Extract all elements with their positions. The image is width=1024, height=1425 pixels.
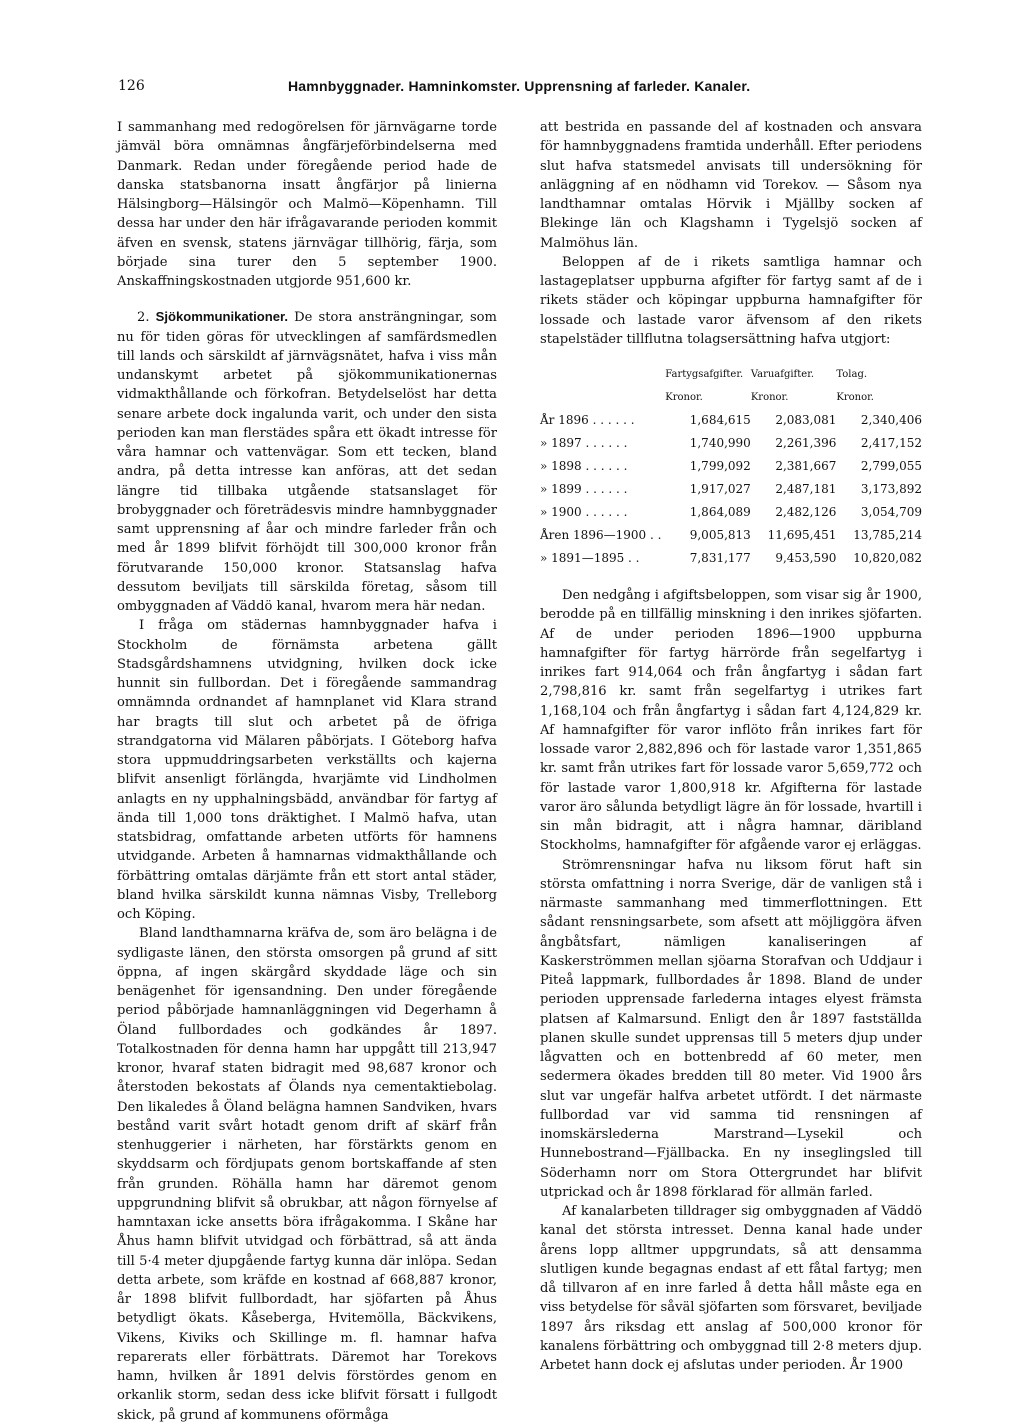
page-number: 126 bbox=[118, 78, 145, 94]
table-cell: 2,487,181 bbox=[775, 482, 837, 496]
table-row bbox=[540, 409, 922, 432]
table-unit-cell: Kronor. bbox=[836, 392, 874, 403]
left-column bbox=[117, 118, 497, 1425]
paragraph-city-harbours: I fråga om städernas hamnbyggnader hafva i Stockholm de förnämsta arbetena gällt Stadsgårdshamnens utvidgning, hvilken dock icke hunnit sin fullbordan. Det i föregående sammandrag omnämnda ordnandet af hamnplanet vid Klara strand har bragts till slut och arbetet på de öfriga strandgatorna vid Mälaren påbörjats. I Göteborg hafva stora uppmuddringsarbeten verkställts och kajerna blifvit ansenligt förlängda, hvarjämte vid Lindholmen anlagts en ny upphalningsbädd, användbar för fartyg af ända till 1,000 tons dräktighet. I Malmö hafva, utan statsbidrag, omfattande arbeten utförts för hamnens utvidgande. Arbeten å hamnarnas vidmakthållande och förbättring omtalas därjämte från ett stort antal städer, bland hvilka särskildt kunna nämnas Visby, Trelleborg och Köping. bbox=[117, 618, 497, 922]
table-cell: 10,820,082 bbox=[853, 551, 922, 565]
table-header-row bbox=[540, 363, 922, 386]
table-cell: Åren 1896—1900 . . bbox=[540, 528, 662, 542]
table-cell: 2,261,396 bbox=[775, 436, 837, 450]
table-header-cell: Varuafgifter. bbox=[750, 369, 815, 380]
paragraph-sea-communications bbox=[117, 307, 497, 616]
table-cell: 2,381,667 bbox=[775, 459, 837, 473]
table-cell: 1,740,990 bbox=[689, 436, 751, 450]
table-cell: 11,695,451 bbox=[767, 528, 837, 542]
table-cell: 3,054,709 bbox=[860, 505, 922, 519]
table-unit-cell: Kronor. bbox=[665, 392, 703, 403]
table-cell: 1,684,615 bbox=[689, 413, 751, 427]
section-title: Sjökommunikationer. bbox=[155, 309, 289, 325]
table-cell: 2,482,126 bbox=[775, 505, 837, 519]
section-number: 2. bbox=[137, 310, 150, 326]
table-row bbox=[540, 455, 922, 478]
table-header-cell bbox=[540, 363, 665, 386]
paragraph-rural-harbours: Bland landthamnarna kräfva de, som äro belägna i de sydligaste länen, den största omsorgen på grund af sitt öppna, af ingen skärgård skyddade läge och sin benägenhet för igensandning. Den under föregående period påbörjade hamnanläggningen vid Degerhamn å Öland fullbordades och godkändes år 1897. Totalkostnaden för denna hamn har uppgått till 213,947 kronor, hvaraf staten bidragit med 98,687 kronor och återstoden bekostats af Ölands nya cementaktiebolag. Den likaledes å Öland belägna hamnen Sandviken, hvars bestånd varit svårt hotadt genom drift af skärf från stenhuggerier i närheten, har förstärkts genom en skyddsarm och fördjupats genom bortskaffande af sten från grunden. Röhälla hamn har däremot genom uppgrundning blifvit så obrukbar, att någon förnyelse af hamntaxan icke ansetts böra ifrågakomma. I Skåne har Åhus hamn blifvit utvidgad och förbättrad, så att ända till 5·4 meter djupgående fartyg kunna där inlöpa. Sedan detta arbete, som kräfde en kostnad af 668,887 kronor, år 1898 blifvit fullbordadt, har sjöfarten på Åhus betydligt ökats. Kåseberga, Hvitemölla, Bäckvikens, Vikens, Kiviks och Skillinge m. fl. hamnar hafva reparerats eller förbättrats. Däremot har Torekovs hamn, hvilken år 1891 delvis förstördes genom en orkanlik storm, sedan dess icke blifvit försatt i fullgodt skick, på grund af kommunens oförmåga bbox=[117, 926, 497, 1423]
table-cell: » 1899 . . . . . . bbox=[540, 482, 628, 496]
page-header bbox=[118, 78, 908, 100]
table-cell: 1,917,027 bbox=[689, 482, 751, 496]
right-column bbox=[540, 118, 922, 1375]
table-cell: 7,831,177 bbox=[689, 551, 751, 565]
table-total-row bbox=[540, 524, 922, 547]
table-cell: 2,083,081 bbox=[775, 413, 837, 427]
table-cell: 9,453,590 bbox=[775, 551, 837, 565]
table-cell: 3,173,892 bbox=[860, 482, 922, 496]
table-total-row bbox=[540, 547, 922, 570]
table-row bbox=[540, 478, 922, 501]
section-body: De stora ansträngningar, som nu för tiden göras för utvecklingen af samfärdsmedlen till lands och särskildt af järnvägsnätet, hafva i viss mån undanskymt arbetet på sjökommunikationernas vidmakthållande och förkofran. Betydelselöst har detta senare arbete dock ingalunda varit, och under den sista perioden kan man flerstädes spåra ett ökadt intresse för våra hamnar och vattenvägar. Som ett tecken, bland andra, på detta intresse kan anföras, att det sedan längre tid tillbaka utgående statsanslaget för brobyggnader och företrädesvis mindre hamnbyggnader samt upprensning af åar och mindre farleder från och med år 1899 blifvit förhöjdt till 300,000 kronor från förutvarande 150,000 kronor. Statsanslag hafva dessutom beviljats till särskilda företag, såsom till ombyggnaden af Väddö kanal, hvarom mera här nedan. bbox=[117, 310, 497, 614]
table-header-cell: Tolag. bbox=[836, 369, 868, 380]
table-row bbox=[540, 432, 922, 455]
paragraph-torekov: att bestrida en passande del af kostnaden och ansvara för hamnbyggnadens framtida underhåll. Efter periodens slut hafva statsmedel anvisats till undersökning för anläggning af en nödhamn vid Torekov. — Såsom nya landthamnar omtalas Hörvik i Mjällby socken af Blekinge län och Klagshamn i Tygelsjö socken af Malmöhus län. bbox=[540, 120, 922, 251]
table-header-cell: Fartygsafgifter. bbox=[665, 369, 744, 380]
table-cell: 1,864,089 bbox=[689, 505, 751, 519]
table-cell: » 1898 . . . . . . bbox=[540, 459, 628, 473]
table-cell: » 1900 . . . . . . bbox=[540, 505, 628, 519]
table-cell: » 1897 . . . . . . bbox=[540, 436, 628, 450]
paragraph-canal-works: Af kanalarbeten tilldrager sig ombyggnaden af Väddö kanal det största intresset. Denna kanal hade under årens lopp alltmer uppgrundats, så att densamma slutligen kunde begagnas endast af ett fåtal fartyg; men då tillvaron af en inre farled å detta håll måste ega en viss betydelse för såväl sjöfarten som försvaret, beviljade 1897 års riksdag ett anslag af 500,000 kronor för kanalens förbättring och ombyggnad till 2·8 meters djup. Arbetet hann dock ej afslutas under perioden. År 1900 bbox=[540, 1204, 922, 1373]
table-cell: 2,340,406 bbox=[860, 413, 922, 427]
table-row bbox=[540, 501, 922, 524]
table-cell: 9,005,813 bbox=[689, 528, 751, 542]
table-cell: År 1896 . . . . . . bbox=[540, 413, 635, 427]
table-cell: 13,785,214 bbox=[853, 528, 922, 542]
paragraph-fees-intro: Beloppen af de i rikets samtliga hamnar och lastageplatser uppburna afgifter för fartyg samt af de i rikets städer och köpingar uppburna hamnafgifter för lossade och lastade varor äfvensom af den rikets stapelstäder tillflutna tolagsersättning hafva utgjort: bbox=[540, 254, 922, 347]
running-title: Hamnbyggnader. Hamninkomster. Upprensning af farleder. Kanaler. bbox=[288, 78, 751, 94]
table-unit-cell bbox=[540, 386, 665, 409]
table-cell: » 1891—1895 . . bbox=[540, 551, 640, 565]
paragraph-ferries: I sammanhang med redogörelsen för järnvägarne torde jämväl böra omnämnas ångfärjeförbindelserna med Danmark. Redan under föregående period hade de danska statsbanorna insatt ångfärjor på linierna Hälsingborg—Hälsingör och Malmö—Köpenhamn. Till dessa har under den här ifrågavarande perioden kommit äfven en svensk, statens järnvägar tillhörig, färja, som började sina turer den 5 september 1900. Anskaffningskostnaden utgjorde 951,600 kr. bbox=[117, 120, 497, 289]
table-cell: 2,799,055 bbox=[860, 459, 922, 473]
table-unit-row bbox=[540, 386, 922, 409]
table-cell: 2,417,152 bbox=[860, 436, 922, 450]
table-cell: 1,799,092 bbox=[689, 459, 751, 473]
table-unit-cell: Kronor. bbox=[750, 392, 789, 403]
paragraph-river-clearing: Strömrensningar hafva nu liksom förut haft sin största omfattning i norra Sverige, där de vanligen stå i närmaste sammanhang med timmerflottningen. Ett sådant rensningsarbete, som afsett att möjliggöra äfven ångbåtsfart, nämligen kanaliseringen af Kaskerströmmen mellan sjöarna Storafvan och Uddjaur i Piteå lappmark, fullbordades år 1898. Bland de under perioden upprensade farlederna intages elyest främsta platsen af Kalmarsund. Enligt den år 1897 fastställda planen skulle sundet upprensas till 5 meters djup under lågvatten och en bottenbredd af 60 meter, men sedermera ökades bredden till 80 meter. Vid 1900 års slut var ungefär halfva arbetet utfördt. I det närmaste fullbordad var vid samma tid rensningen af inomskärslederna Marstrand—Lysekil och Hunnebostrand—Fjällbacka. En ny inseglingsled till Söderhamn norr om Stora Ottergrundet har blifvit utprickad och år 1898 förklarad för allmän farled. bbox=[540, 857, 922, 1200]
paragraph-fee-decline: Den nedgång i afgiftsbeloppen, som visar sig år 1900, beroddе på en tillfällig minskning i den inrikes sjöfarten. Af de under perioden 1896—1900 uppburna hamnafgifter för fartyg härrörde från segelfartyg i inrikes fart 914,064 och från ångfartyg i sådan fart 2,798,816 kr. samt från segelfartyg i utrikes fart 1,168,104 och från ångfartyg i sådan fart 4,124,829 kr. Af hamnafgifter för varor inflöto från inrikes fart för lossade varor 2,882,896 och för lastade varor 1,351,865 kr. samt från utrikes fart för lossade varor 5,659,772 och för lastade varor 1,800,918 kr. Afgifterna för lastade varor äro sålunda betydligt lägre än för lossade, hvartill i sin mån bidragit, att i några hamnar, däribland Stockholms, hamnafgifter för afgående varor ej erläggas. bbox=[540, 588, 922, 854]
harbour-fees-table bbox=[540, 363, 922, 570]
